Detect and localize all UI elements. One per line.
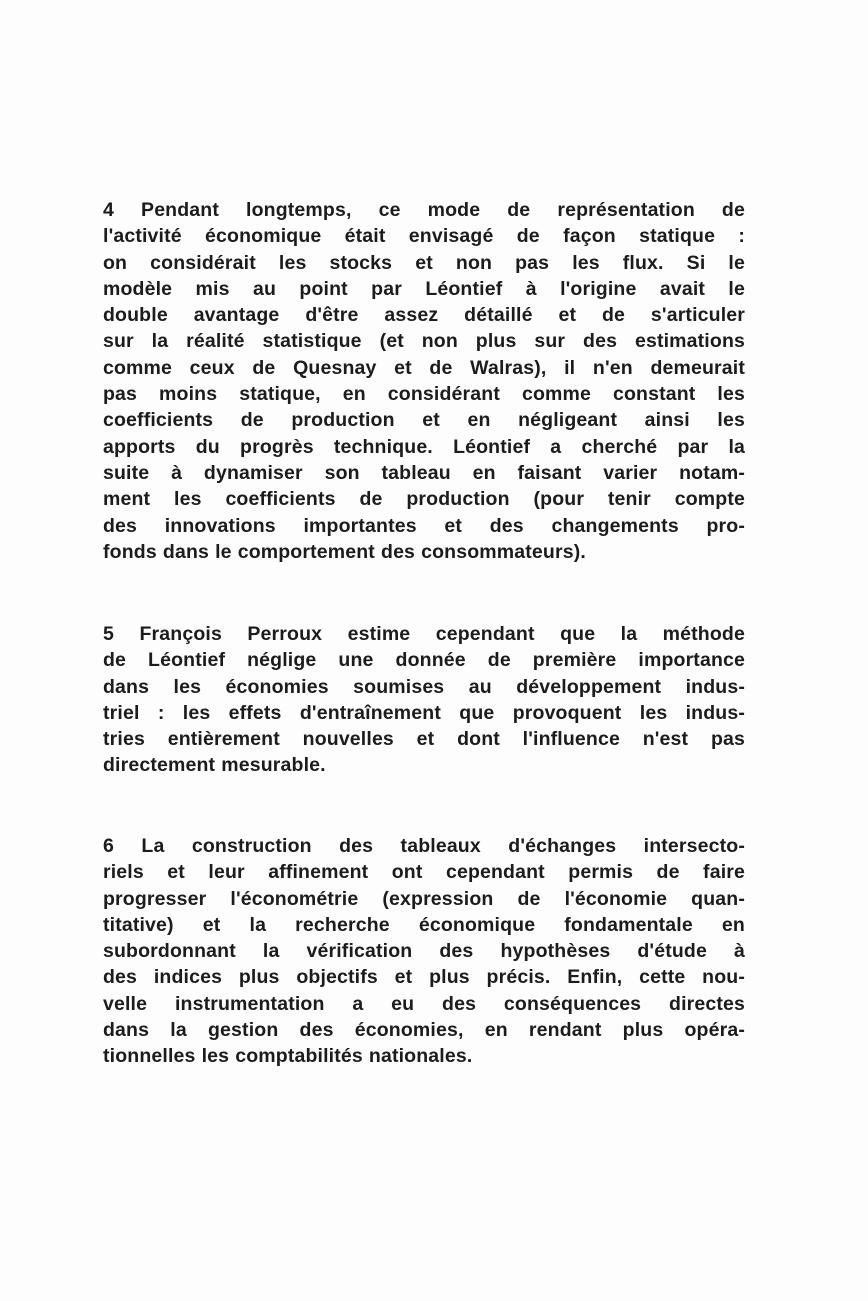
text-line <box>103 726 745 752</box>
text-segment: tries entièrement nouvelles et dont l'influence n'est pas <box>103 728 745 751</box>
text-segment: dans la <box>103 1019 208 1042</box>
text-segment: modèle mis au point par Léontief à l'origine avait le <box>103 277 745 300</box>
text-line <box>103 539 745 565</box>
text-line <box>103 859 745 885</box>
text-segment: Si le <box>663 251 745 274</box>
text-line <box>103 460 745 486</box>
text-line <box>103 964 745 990</box>
bold-term: François Perroux <box>139 623 323 645</box>
bold-term: économétrie <box>240 887 359 910</box>
text-line <box>103 647 745 673</box>
bold-term: apports du progrès technique. <box>103 435 433 458</box>
text-segment: pas moins statique, en considérant comme constant les <box>103 383 745 406</box>
text-segment: double avantage d'être assez détaillé et de s'articuler <box>103 304 745 327</box>
text-line <box>103 833 745 859</box>
paragraph-6 <box>103 833 745 1070</box>
text-segment: (expression de l'économie quan- <box>358 887 745 910</box>
text-line <box>103 355 745 381</box>
text-line <box>103 486 745 512</box>
text-line <box>103 328 745 354</box>
paragraph-5 <box>103 621 745 779</box>
text-segment: sur la réalité statistique (et non plus sur des estimations <box>103 330 745 353</box>
text-segment: dans les économies soumises au développement indus- <box>103 675 745 698</box>
text-line <box>103 621 745 647</box>
text-segment: 6 La construction des tableaux d'échanges intersecto- <box>103 835 745 857</box>
text-segment: ment les <box>103 488 226 511</box>
text-line <box>103 223 745 249</box>
text-line <box>103 991 745 1017</box>
text-line <box>103 752 745 778</box>
text-line <box>103 381 745 407</box>
text-segment: riels et leur affinement ont cependant permis de faire <box>103 861 745 884</box>
bold-term: gestion des économies, <box>208 1019 464 1042</box>
text-segment: l'activité économique était envisagé de façon statique : <box>103 225 745 248</box>
text-segment: on considérait <box>103 251 279 274</box>
text-segment: 5 <box>103 623 140 645</box>
text-line <box>103 302 745 328</box>
text-segment: estime cependant que la méthode <box>322 623 745 645</box>
text-segment: que provoquent les indus- <box>440 701 746 724</box>
text-segment: triel : les <box>103 701 229 724</box>
text-line <box>103 912 745 938</box>
paragraph-4 <box>103 197 745 565</box>
text-segment: en rendant plus opéra- <box>463 1019 745 1042</box>
text-segment: suite à dynamiser son tableau en faisant varier notam- <box>103 461 745 484</box>
bold-term: coefficients de production <box>225 488 510 511</box>
text-line <box>103 1043 745 1069</box>
text-segment: subordonnant la vérification des hypothèses d'étude à <box>103 940 745 963</box>
text-segment: Léontief a cherché par la <box>432 435 746 458</box>
bold-term: recherche économique fondamentale <box>295 913 693 936</box>
text-segment: des indices plus objectifs et plus précis. Enfin, cette nou- <box>103 966 745 989</box>
bold-term: effets d'entraînement <box>228 701 441 724</box>
text-segment: de Léontief néglige une donnée de première importance <box>103 649 745 672</box>
text-line <box>103 250 745 276</box>
text-segment: 4 Pendant longtemps, ce mode de représentation de <box>103 199 745 221</box>
bold-term: les stocks et non pas les flux. <box>278 251 664 274</box>
text-segment: directement mesurable. <box>103 754 326 777</box>
text-segment: tionnelles les comptabilités nationales. <box>103 1045 473 1068</box>
text-segment: en <box>692 913 745 936</box>
text-segment: titative) et la <box>103 913 296 936</box>
text-segment: comme ceux de Quesnay et de Walras), il n'en demeurait <box>103 356 745 379</box>
text-line <box>103 434 745 460</box>
text-segment: (pour tenir compte <box>509 488 745 511</box>
text-segment: coefficients de production et en négligeant ainsi les <box>103 409 745 432</box>
text-line <box>103 674 745 700</box>
text-segment: progresser l' <box>103 887 241 910</box>
text-segment: des innovations importantes et des changements pro- <box>103 514 745 537</box>
text-line <box>103 276 745 302</box>
text-line <box>103 513 745 539</box>
text-line <box>103 407 745 433</box>
text-segment: fonds dans le comportement des consommateurs). <box>103 540 586 563</box>
text-segment: velle instrumentation a eu des conséquences directes <box>103 992 745 1015</box>
text-line <box>103 938 745 964</box>
text-line <box>103 886 745 912</box>
text-line <box>103 1017 745 1043</box>
text-line <box>103 197 745 223</box>
text-line <box>103 700 745 726</box>
